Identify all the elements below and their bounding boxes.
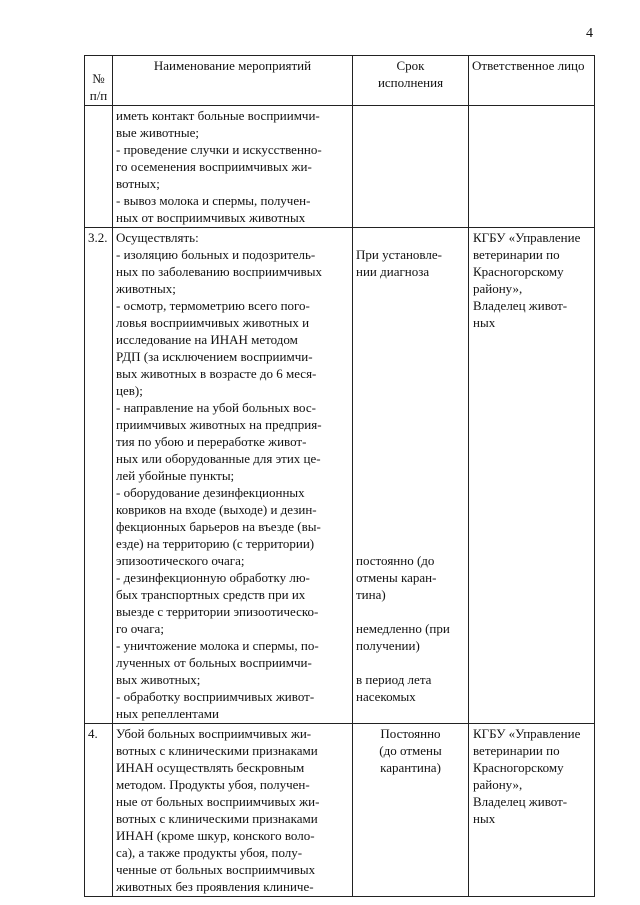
- row-number: 3.2.: [85, 228, 113, 724]
- spacer: [356, 535, 465, 552]
- row-deadline: [353, 106, 469, 228]
- activity-line: ные от больных восприимчивых жи-: [116, 794, 320, 809]
- deadline-line: Постоянно: [380, 726, 441, 741]
- responsible-line: Владелец живот-: [473, 794, 568, 809]
- table-row: [85, 724, 595, 897]
- row-deadline: [353, 724, 469, 897]
- deadline-line: отмены каран-: [356, 570, 437, 585]
- activity-line: - проведение случки и искусственно-: [116, 142, 322, 157]
- header-deadline-line1: Срок: [396, 58, 425, 73]
- deadline-line: (до отмены: [379, 743, 442, 758]
- activity-line: цев);: [116, 383, 143, 398]
- responsible-line: Красногорскому: [473, 264, 564, 279]
- spacer: [356, 399, 465, 416]
- activity-line: ИНАН осуществлять бескровным: [116, 760, 305, 775]
- activity-line: вые животные;: [116, 125, 199, 140]
- activity-line: го очага;: [116, 621, 164, 636]
- responsible-line: району»,: [473, 777, 523, 792]
- activity-line: вых животных в возрасте до 6 меся-: [116, 366, 317, 381]
- spacer: [356, 280, 465, 297]
- activity-line: бых транспортных средств при их: [116, 587, 306, 602]
- deadline-line: постоянно (до: [356, 553, 435, 568]
- activities-table: [84, 55, 595, 897]
- activity-line: - направление на убой больных вос-: [116, 400, 316, 415]
- activity-line: ных от восприимчивых животных: [116, 210, 306, 225]
- header-deadline-line2: исполнения: [377, 75, 444, 90]
- activity-line: эпизоотического очага;: [116, 553, 245, 568]
- row-activity: [113, 106, 353, 228]
- activity-line: вотных с клиническими признаками: [116, 811, 318, 826]
- header-activity: Наименование мероприятий: [113, 56, 353, 106]
- responsible-line: району»,: [473, 281, 523, 296]
- activity-line: - дезинфекционную обработку лю-: [116, 570, 310, 585]
- responsible-line: Красногорскому: [473, 760, 564, 775]
- responsible-line: ветеринарии по: [473, 247, 560, 262]
- responsible-line: ных: [473, 315, 496, 330]
- activity-line: методом. Продукты убоя, получен-: [116, 777, 310, 792]
- activity-line: ных или оборудованные для этих це-: [116, 451, 321, 466]
- activity-line: са), а также продукты убоя, полу-: [116, 845, 303, 860]
- activity-line: го осеменения восприимчивых жи-: [116, 159, 312, 174]
- deadline-line: насекомых: [356, 689, 416, 704]
- spacer: [356, 348, 465, 365]
- activity-line: - изоляцию больных и подозритель-: [116, 247, 316, 262]
- row-activity: [113, 228, 353, 724]
- activity-line: приимчивых животных на предприя-: [116, 417, 322, 432]
- spacer: [356, 382, 465, 399]
- spacer: [356, 450, 465, 467]
- activity-line: Убой больных восприимчивых жи-: [116, 726, 312, 741]
- row-activity: [113, 724, 353, 897]
- activity-line: РДП (за исключением восприимчи-: [116, 349, 313, 364]
- activity-line: иметь контакт больные восприимчи-: [116, 108, 320, 123]
- activity-line: ных по заболеванию восприимчивых: [116, 264, 322, 279]
- activity-line: лей убойные пункты;: [116, 468, 235, 483]
- row-responsible: [469, 228, 595, 724]
- deadline-line: получении): [356, 638, 420, 653]
- header-number-line1: №: [92, 71, 105, 86]
- spacer: [356, 518, 465, 535]
- activity-line: вотных;: [116, 176, 160, 191]
- activity-line: ИНАН (кроме шкур, конского воло-: [116, 828, 315, 843]
- activity-line: ченные от больных восприимчивых: [116, 862, 316, 877]
- header-responsible: Ответственное лицо: [469, 56, 595, 106]
- row-responsible: [469, 724, 595, 897]
- activity-line: - обработку восприимчивых живот-: [116, 689, 315, 704]
- responsible-line: ных: [473, 811, 496, 826]
- activity-line: - оборудование дезинфекционных: [116, 485, 305, 500]
- spacer: [356, 229, 465, 246]
- activity-line: животных без проявления клиниче-: [116, 879, 314, 894]
- spacer: [356, 416, 465, 433]
- spacer: [356, 297, 465, 314]
- activity-line: - вывоз молока и спермы, получен-: [116, 193, 311, 208]
- header-number: [85, 56, 113, 106]
- deadline-line: тина): [356, 587, 386, 602]
- spacer: [356, 603, 465, 620]
- activity-line: ловья восприимчивых животных и: [116, 315, 310, 330]
- activity-line: ковриков на входе (выходе) и дезин-: [116, 502, 317, 517]
- page-number: 4: [586, 26, 593, 41]
- spacer: [356, 433, 465, 450]
- activity-line: животных;: [116, 281, 176, 296]
- activity-line: вотных с клиническими признаками: [116, 743, 318, 758]
- responsible-line: Владелец живот-: [473, 298, 568, 313]
- responsible-line: ветеринарии по: [473, 743, 560, 758]
- activity-line: езде) на территорию (с территории): [116, 536, 315, 551]
- activity-line: лученных от больных восприимчи-: [116, 655, 312, 670]
- header-number-line2: п/п: [89, 88, 108, 103]
- deadline-line: в период лета: [356, 672, 432, 687]
- header-deadline: [353, 56, 469, 106]
- row-number: [85, 106, 113, 228]
- table-row: [85, 228, 595, 724]
- activity-line: тия по убою и переработке живот-: [116, 434, 307, 449]
- spacer: [356, 331, 465, 348]
- spacer: [356, 654, 465, 671]
- activity-line: - осмотр, термометрию всего пого-: [116, 298, 310, 313]
- activity-line: ных репеллентами: [116, 706, 219, 721]
- responsible-line: КГБУ «Управление: [473, 230, 581, 245]
- deadline-line: карантина): [380, 760, 441, 775]
- spacer: [356, 484, 465, 501]
- spacer: [356, 501, 465, 518]
- spacer: [356, 365, 465, 382]
- activity-line: выезде с территории эпизоотическо-: [116, 604, 319, 619]
- row-number: 4.: [85, 724, 113, 897]
- activity-line: фекционных барьеров на въезде (вы-: [116, 519, 321, 534]
- table-row: [85, 106, 595, 228]
- activity-line: исследование на ИНАН методом: [116, 332, 298, 347]
- spacer: [356, 314, 465, 331]
- deadline-line: При установле-: [356, 247, 442, 262]
- activity-line: Осуществлять:: [116, 230, 199, 245]
- deadline-line: немедленно (при: [356, 621, 450, 636]
- deadline-line: нии диагноза: [356, 264, 430, 279]
- row-deadline: [353, 228, 469, 724]
- row-responsible: [469, 106, 595, 228]
- activity-line: - уничтожение молока и спермы, по-: [116, 638, 319, 653]
- responsible-line: КГБУ «Управление: [473, 726, 581, 741]
- activity-line: вых животных;: [116, 672, 201, 687]
- table-header-row: [85, 56, 595, 106]
- spacer: [356, 467, 465, 484]
